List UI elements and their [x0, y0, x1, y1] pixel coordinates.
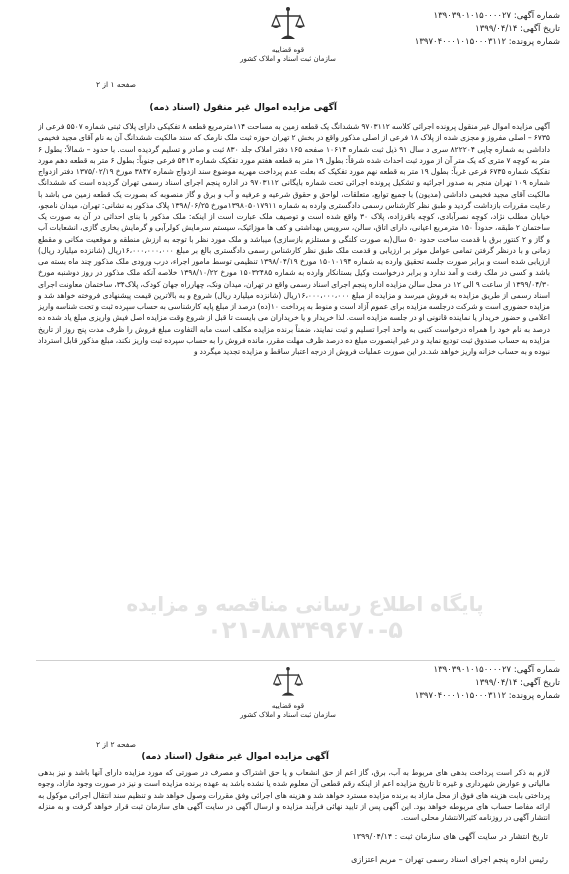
watermark-text: پایگاه اطلاع رسانی مناقصه و مزایده — [126, 592, 484, 616]
notice-number: شماره آگهی: ۱۳۹۰۳۹۰۱۰۱۵۰۰۰۰۲۷ — [433, 665, 560, 675]
judiciary-label: قوه قضاییه — [271, 702, 305, 710]
notice-title: آگهی مزایده اموال غیر منقول (اسناد ذمه) — [141, 752, 329, 762]
judiciary-emblem-1 — [228, 6, 348, 64]
notice-header-1 — [414, 10, 560, 49]
publish-date: تاریخ انتشار در سایت آگهی های سازمان ثبت : ۱۳۹۹/۰۴/۱۴ — [352, 832, 548, 841]
scales-emblem-icon — [269, 6, 307, 46]
signature-line: رئیس اداره پنجم اجرای اسناد رسمی تهران – مریم اعتزازی — [351, 855, 548, 864]
scales-emblem-icon — [271, 666, 305, 702]
notice-title: آگهی مزایده اموال غیر منقول (اسناد ذمه) — [149, 103, 337, 113]
notice-date: تاریخ آگهی: ۱۳۹۹/۰۴/۱۴ — [475, 678, 560, 688]
notice-header-2 — [414, 664, 560, 703]
judiciary-emblem-2 — [228, 666, 348, 720]
notice-date: تاریخ آگهی: ۱۳۹۹/۰۴/۱۴ — [475, 24, 560, 34]
watermark-phone: ۰۲۱-۸۸۳۴۹۶۷۰-۵ — [207, 616, 403, 644]
notice-body-continued: لازم به ذکر است پرداخت بدهی های مربوط به آب، برق، گاز اعم از حق انشعاب و یا حق اشتراک و مصرف در صورتی که مورد مزایده دارای آنها باشد و نیز بدهی مالیاتی و عوارض شهرداری و غیره تا تاریخ مزایده اعم از اینکه رقم قطعی آن معلوم شده یا نشده باشد به عهده برنده مزایده است و نیز در صورت وجود مازاد، وجوه پرداختی بابت هزینه های فوق از محل مازاد به برنده مزایده مسترد خواهد شد و هزینه های اجرائی وفق مقررات وصول خواهد شد و تنظیم سند انتقال اجرائی موکول به ارائه مفاصا حساب های مربوطه خواهد بود. این آگهی پس از تایید نهائی فرآیند مزایده و ارسال آگهی در سایت آگهی های سازمان ثبت قرار خواهد گرفت و به منزله انتشار آگهی در روزنامه کثیرالانتشار محلی است. — [38, 768, 550, 822]
case-number: شماره پرونده: ۱۳۹۷۰۴۰۰۰۱۰۱۵۰۰۰۳۱۱۲ — [414, 37, 560, 47]
section-divider — [36, 660, 555, 661]
registry-org-label: سازمان ثبت اسناد و املاک کشور — [240, 55, 336, 63]
case-number: شماره پرونده: ۱۳۹۷۰۴۰۰۰۱۰۱۵۰۰۰۳۱۱۲ — [414, 691, 560, 701]
judiciary-label: قوه قضاییه — [271, 46, 305, 54]
page-number: صفحه ۱ از ۲ — [96, 80, 136, 89]
notice-number: شماره آگهی: ۱۳۹۰۳۹۰۱۰۱۵۰۰۰۰۲۷ — [433, 11, 560, 21]
notice-body: آگهی مزایده اموال غیر منقول پرونده اجرائی کلاسه ۹۷۰۳۱۱۲ ششدانگ یک قطعه زمین به مساحت ۱۱۴مترمربع قطعه ۸ تفکیکی دارای پلاک ثبتی شماره ۵۵۰۷ فرعی از ۶۷۳۵ – اصلی مفروز و مجزی شده از پلاک ۱۸ فرعی از اصلی مذکور واقع در بخش ۲ تهران حوزه ثبت ملک نارمک که سند مالکیت ششدانگ آن به نام آقای مجید فخیمی داداشی به شماره چاپی ۸۲۲۲۰۴ سری د سال ۹۱ ذیل ثبت شماره ۱۰۶۱۴ صفحه ۱۶۵ دفتر املاک جلد ۸۳۰ ثبت و صادر و تسلیم گردیده است. با حدود – شمالاً: بطول ۶ متر به کوچه ۷ متری که یک متر آن از مورد ثبت احداث شده شرقاً: بطول ۱۹ متر به قطعه هفتم مورد تفکیک شماره ۵۴۱۳ فرعی جنوباً: بطول ۶ متر به قطعه دهم مورد تفکیک شماره ۶۷۳۵ فرعی غرباً: بطول ۱۹ متر به قطعه نهم مورد تفکیک که بعلت عدم پرداخت مهریه موضوع سند ازدواج شماره ۳۸۴۷ مورخ ۱۳۷۵/۰۲/۱۹ دفتر ازدواج شماره ۱۰۹ تهران منجر به صدور اجرائیه و تشکیل پرونده اجرائی تحت شماره بایگانی ۹۷۰۳۱۱۲ در اداره پنجم اجرای اسناد رسمی تهران گردیده است که ششدانگ مالکیت آقای مجید فخیمی داداشی (مدیون) با جمیع توابع، متعلقات، لواحق و حقوق شرعیه و عرفیه و آب و برق و گاز منصوبه که بصورت یک قطعه زمین می باشد با رعایت مقررات بازداشت گردید و طبق نظر کارشناس رسمی دادگستری وارده به شماره ۱۳۹۸۰۵۰۱۷۹۱۱مورخ ۱۳۹۸/۰۶/۲۵ پلاک مذکور به نشانی: تهران، میدان نامجو، خیابان مطلب نژاد، کوچه نصرآبادی، کوچه باقرزاده، پلاک ۳۰ واقع شده است و توصیف ملک عبارت است از اینکه: ملک مذکور با بنای احداثی در آن به صورت یک ساختمان ۲ طبقه، حدوداً ۱۵۰ مترمربع اعیانی، دارای اتاق، سالن، سرویس بهداشتی و کف ها موزائیک، سیستم سرمایش کولرآبی و گرمایش بخاری گازی، انشعابات آب و گاز و ۲ کنتور برق با قدمت ساخت حدود ۵۰ سال(به صورت کلنگی و مستلزم بازسازی) میباشد و ملک مورد نظر با توجه به ارزش منطقه و موقعیت مکانی و مقطع زمانی و با درنظر گرفتن تمامی عوامل موثر بر ارزیابی و قدمت ملک طبق نظر کارشناس رسمی دادگستری بالغ بر مبلغ ۱۶،۰۰۰،۰۰۰،۰۰۰ریال (شانزده میلیارد ریال) ارزیابی شده است و برابر صورت جلسه تحقیق وارده به شماره ۱۵۰۱۰۱۹۴ مورخ ۱۳۹۸/۰۴/۱۹ تنظیمی توسط مامور اجراء، درب ورودی ملک مذکور چند ماه بسته می باشد و کسی در ملک رفت و آمد ندارد و برابر درخواست وکیل بستانکار وارده به شماره ۱۵۰۳۲۴۸۵ مورخ ۱۳۹۸/۱۰/۲۲ خلاصه آنکه ملک مذکور در روز دوشنبه مورخ ۱۳۹۹/۰۴/۳۰ از ساعت ۹ الی ۱۲ در محل سالن مزایده اداره پنجم اجرای اسناد رسمی واقع در تهران، میدان ونک، چهارراه جهان کودک، پلاک۳۴، ساختمان معاونت اجرای اسناد رسمی از طریق مزایده به فروش میرسد و مزایده از مبلغ ۱۶،۰۰۰،۰۰۰،۰۰۰ریال (شانزده میلیارد ریال) شروع و به بالاترین قیمت پیشنهادی فروخته خواهد شد و مزایده حضوری است و شرکت درجلسه مزایده برای عموم آزاد است و منوط به پرداخت ۱۰(ده) درصد از مبلغ پایه کارشناسی به حساب سپرده ثبت و تحت شناسه واریز اعلامی و حضور خریدار یا نماینده قانونی او در جلسه مزایده است. لذا خریدار و یا خریداران می بایست تا قبل از شروع وقت مزایده اصل فیش واریزی مبلغ یاد شده ده درصد به نام خود را همراه درخواست کتبی به واحد اجرا تسلیم و ثبت نمایند، ضمناً برنده مزایده مکلف است مابه التفاوت مبلغ فروش را ظرف مدت پنج روز از تاریخ مزایده به حساب صندوق ثبت تودیع نماید و در غیر اینصورت مبلغ ده درصد ظرف مهلت مقرر، مانده فروش را به حساب سپرده ثبت واریز نکند، مبلغ مذکور قابل استرداد نبوده و به حساب خزانه واریز خواهد شد.در این صورت عملیات فروش از درجه اعتبار ساقط و مزایده تجدید میگردد و — [38, 122, 550, 356]
page-number: صفحه ۲ از ۲ — [96, 740, 136, 749]
registry-org-label: سازمان ثبت اسناد و املاک کشور — [240, 711, 336, 719]
